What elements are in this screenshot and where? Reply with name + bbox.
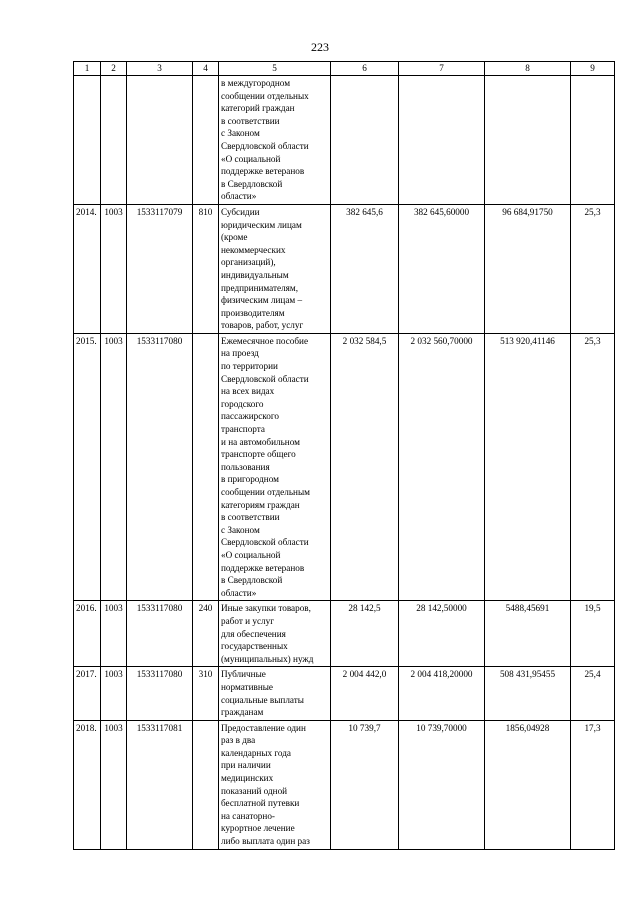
- description-line: сообщении отдельных: [221, 90, 309, 101]
- table-cell-c1: 2014.: [74, 204, 101, 333]
- description-line: в междугородном: [221, 78, 291, 88]
- table-cell-c4: 240: [193, 601, 219, 667]
- column-header: 6: [331, 62, 399, 76]
- description-line: Публичные: [221, 669, 266, 680]
- table-cell-c8: 508 431,95455: [485, 667, 571, 720]
- column-header: 5: [219, 62, 331, 76]
- header-row: [74, 62, 615, 76]
- description-line: поддержке ветеранов: [221, 562, 305, 573]
- table-cell-c6: 2 032 584,5: [331, 333, 399, 600]
- table-cell-c6: 2 004 442,0: [331, 667, 399, 720]
- table-cell-c7: 2 004 418,20000: [399, 667, 485, 720]
- description-line: пользования: [221, 461, 270, 472]
- description-line: физическим лицам –: [221, 295, 303, 306]
- table-cell-c5: [219, 333, 331, 600]
- column-header: 7: [399, 62, 485, 76]
- description-line: гражданам: [221, 707, 264, 718]
- description-line: показаний одной: [221, 785, 288, 796]
- table-body: [74, 76, 615, 850]
- table-cell-c6: 10 739,7: [331, 720, 399, 849]
- column-header: 9: [571, 62, 615, 76]
- description-line: категорий граждан: [221, 103, 295, 114]
- description-line: в пригородном: [221, 474, 279, 485]
- table-cell-c9: 25,4: [571, 667, 615, 720]
- description-line: Субсидии: [221, 206, 260, 217]
- description-line: государственных: [221, 641, 288, 652]
- table-cell-c6: 28 142,5: [331, 601, 399, 667]
- description-line: курортное лечение: [221, 823, 295, 834]
- table-cell-c4: 310: [193, 667, 219, 720]
- description-line: пассажирского: [221, 411, 279, 422]
- description-line: в Свердловской: [221, 178, 283, 189]
- table-cell-c9: 17,3: [571, 720, 615, 849]
- description-line: «О социальной: [221, 153, 281, 164]
- description-line: в соответствии: [221, 115, 280, 126]
- table-cell-c2: 1003: [101, 333, 127, 600]
- table-cell-c3: 1533117081: [127, 720, 193, 849]
- description-line: социальные выплаты: [221, 694, 304, 705]
- description-line: раз в два: [221, 735, 256, 746]
- description-line: производителям: [221, 307, 285, 318]
- table-cell-c1: 2018.: [74, 720, 101, 849]
- table-cell-c6: 382 645,6: [331, 204, 399, 333]
- table-cell-c7: 10 739,70000: [399, 720, 485, 849]
- table-cell-c5: [219, 720, 331, 849]
- table-cell-c2: 1003: [101, 667, 127, 720]
- table-cell-c1: [74, 76, 101, 205]
- description-line: товаров, работ, услуг: [221, 320, 304, 331]
- description-line: бесплатной путевки: [221, 798, 300, 809]
- description-line: (муниципальных) нужд: [221, 653, 314, 664]
- description-line: и на автомобильном: [221, 436, 300, 447]
- table-row: [74, 720, 615, 849]
- description-line: на всех видах: [221, 386, 275, 397]
- table-cell-c7: 2 032 560,70000: [399, 333, 485, 600]
- table-row: [74, 76, 615, 205]
- description-line: Свердловской области: [221, 373, 309, 384]
- description-line: некоммерческих: [221, 244, 286, 255]
- description-line: при наличии: [221, 760, 271, 771]
- description-line: области»: [221, 191, 257, 202]
- table-cell-c5: [219, 667, 331, 720]
- table-cell-c8: [485, 76, 571, 205]
- table-cell-c9: [571, 76, 615, 205]
- table-row: [74, 667, 615, 720]
- page-number: 223: [311, 40, 329, 54]
- table-cell-c9: 25,3: [571, 333, 615, 600]
- table-cell-c3: [127, 76, 193, 205]
- description-line: с Законом: [221, 128, 260, 139]
- description-line: нормативные: [221, 681, 273, 692]
- column-header: 1: [74, 62, 101, 76]
- description-line: области»: [221, 587, 257, 598]
- table-cell-c1: 2015.: [74, 333, 101, 600]
- description-line: Свердловской области: [221, 140, 309, 151]
- table-cell-c7: 382 645,60000: [399, 204, 485, 333]
- table-cell-c3: 1533117080: [127, 667, 193, 720]
- table-cell-c8: 96 684,91750: [485, 204, 571, 333]
- column-header: 4: [193, 62, 219, 76]
- table-cell-c4: [193, 76, 219, 205]
- column-header: 2: [101, 62, 127, 76]
- table-cell-c7: 28 142,50000: [399, 601, 485, 667]
- table-cell-c9: 19,5: [571, 601, 615, 667]
- description-line: на санаторно-: [221, 810, 275, 821]
- budget-table: [73, 61, 615, 850]
- table-cell-c4: [193, 333, 219, 600]
- description-line: (кроме: [221, 232, 248, 243]
- description-line: юридическим лицам: [221, 219, 302, 230]
- description-line: в соответствии: [221, 512, 280, 523]
- table-row: [74, 601, 615, 667]
- table-cell-c2: 1003: [101, 601, 127, 667]
- description-line: на проезд: [221, 348, 259, 359]
- description-line: в Свердловской: [221, 575, 283, 586]
- table-cell-c9: 25,3: [571, 204, 615, 333]
- description-line: индивидуальным: [221, 269, 289, 280]
- table-cell-c3: 1533117080: [127, 601, 193, 667]
- description-line: с Законом: [221, 524, 260, 535]
- table-cell-c5: [219, 76, 331, 205]
- description-line: Ежемесячное пособие: [221, 335, 309, 346]
- table-cell-c8: 5488,45691: [485, 601, 571, 667]
- table-cell-c5: [219, 204, 331, 333]
- table-row: [74, 333, 615, 600]
- description-line: Свердловской области: [221, 537, 309, 548]
- table-cell-c3: 1533117079: [127, 204, 193, 333]
- table-cell-c4: 810: [193, 204, 219, 333]
- table-cell-c2: 1003: [101, 204, 127, 333]
- description-line: поддержке ветеранов: [221, 166, 305, 177]
- column-header: 8: [485, 62, 571, 76]
- description-line: категориям граждан: [221, 499, 300, 510]
- table-cell-c2: 1003: [101, 720, 127, 849]
- description-line: для обеспечения: [221, 628, 286, 639]
- description-line: работ и услуг: [221, 615, 274, 626]
- table-cell-c1: 2016.: [74, 601, 101, 667]
- description-line: транспорте общего: [221, 449, 296, 460]
- description-line: сообщении отдельным: [221, 487, 310, 497]
- description-line: по территории: [221, 361, 278, 372]
- description-line: медицинских: [221, 773, 274, 784]
- table-cell-c3: 1533117080: [127, 333, 193, 600]
- table-row: [74, 204, 615, 333]
- description-line: организаций),: [221, 257, 276, 268]
- column-header: 3: [127, 62, 193, 76]
- description-line: Иные закупки товаров,: [221, 603, 311, 614]
- description-line: городского: [221, 398, 264, 409]
- table-cell-c8: 513 920,41146: [485, 333, 571, 600]
- description-line: транспорта: [221, 424, 265, 435]
- description-line: либо выплата один раз: [221, 836, 310, 847]
- table-cell-c2: [101, 76, 127, 205]
- table-cell-c4: [193, 720, 219, 849]
- table-cell-c8: 1856,04928: [485, 720, 571, 849]
- description-line: календарных года: [221, 747, 292, 758]
- description-line: «О социальной: [221, 549, 281, 560]
- table-cell-c6: [331, 76, 399, 205]
- description-line: предпринимателям,: [221, 282, 299, 293]
- table-cell-c7: [399, 76, 485, 205]
- description-line: Предоставление один: [221, 722, 306, 733]
- table-cell-c5: [219, 601, 331, 667]
- table-cell-c1: 2017.: [74, 667, 101, 720]
